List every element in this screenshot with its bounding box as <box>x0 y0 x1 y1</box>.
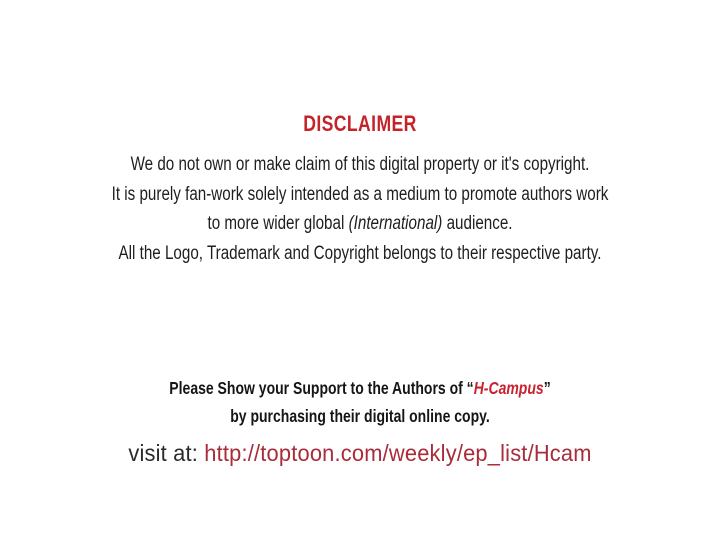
disclaimer-line-2: It is purely fan-work solely intended as a medium to promote authors work <box>111 183 609 205</box>
disclaimer-line-3-text: to more wider global <box>207 213 345 234</box>
support-line-1-text: Please Show your Support to the Authors of “ <box>169 378 474 398</box>
support-line-2: by purchasing their digital online copy. <box>230 406 490 426</box>
visit-line <box>18 438 702 468</box>
disclaimer-line-3 <box>72 209 648 239</box>
disclaimer-line-1: We do not own or make claim of this digital property or it's copyright. <box>130 154 590 175</box>
disclaimer-line-4: All the Logo, Trademark and Copyright belongs to their respective party. <box>118 242 602 264</box>
support-line-1-close-quote: ” <box>543 378 551 398</box>
page-title: DISCLAIMER <box>303 111 417 136</box>
disclaimer-line-3-international: (International) <box>348 213 443 234</box>
series-title: H-Campus <box>473 378 544 398</box>
support-message <box>72 374 648 430</box>
disclaimer-paragraph <box>72 150 648 268</box>
toptoon-link[interactable]: http://toptoon.com/weekly/ep_list/Hcam <box>204 440 592 466</box>
support-line-1 <box>72 374 648 402</box>
visit-label: visit at: <box>128 440 199 466</box>
disclaimer-line-3-text-after: audience. <box>446 213 513 234</box>
